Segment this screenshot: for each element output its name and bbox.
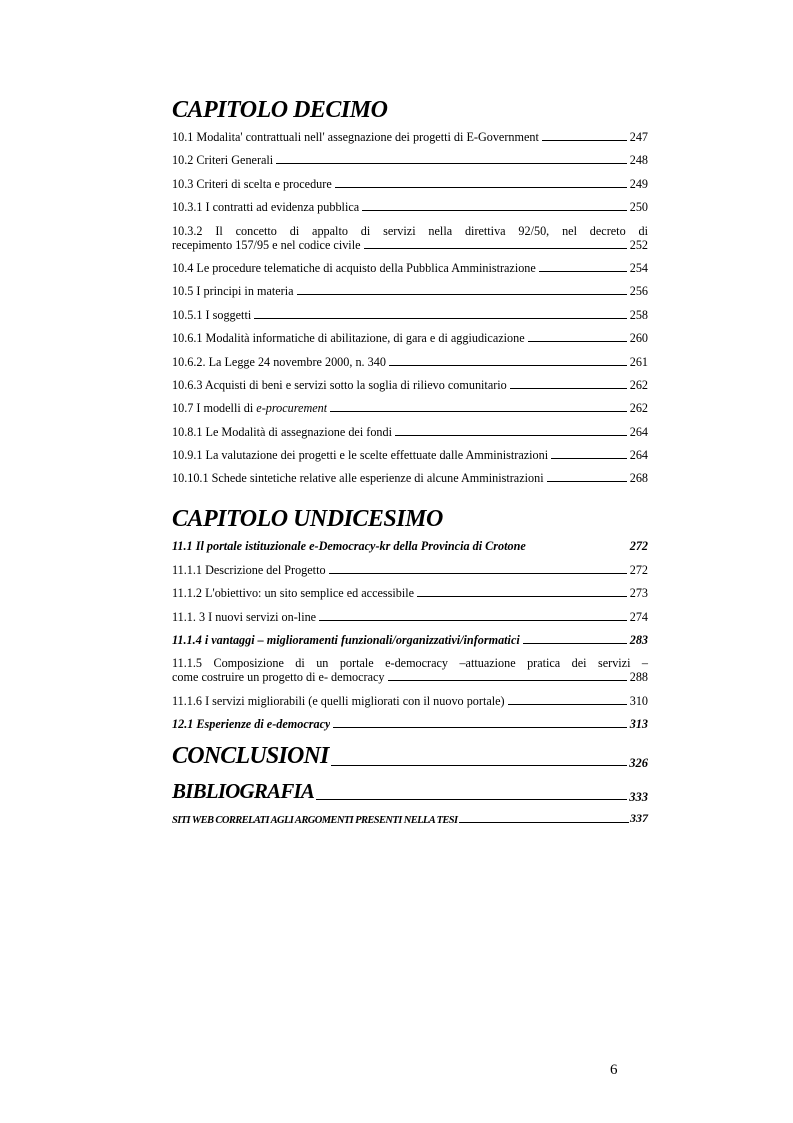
toc-entry-page: 261	[629, 354, 648, 369]
toc-entry	[172, 224, 648, 252]
toc-entry-page: 264	[629, 424, 648, 439]
toc-entry-page: 260	[629, 331, 648, 346]
toc-entry-page: 272	[629, 562, 648, 577]
toc-entry-text: 10.8.1 Le Modalità di assegnazione dei fondi	[172, 424, 392, 439]
toc-entry-page: 333	[629, 789, 648, 804]
dot-leader	[333, 727, 626, 728]
dot-leader	[335, 187, 627, 188]
toc-entry	[172, 717, 648, 731]
dot-leader	[330, 411, 627, 412]
dot-leader	[523, 643, 627, 644]
page-number: 6	[610, 1062, 618, 1078]
toc-entry-text: 10.9.1 La valutazione dei progetti e le scelte effettuate dalle Amministrazioni	[172, 448, 549, 463]
toc-entry-line2	[172, 670, 648, 684]
toc-entry-page: 310	[629, 693, 648, 708]
siti-title: SITI WEB CORRELATI AGLI ARGOMENTI PRESENTI NELLA TESI	[172, 814, 458, 826]
toc-entry-text	[172, 401, 327, 415]
dot-leader	[508, 704, 627, 705]
chapter-title-undicesimo: CAPITOLO UNDICESIMO	[172, 506, 443, 533]
toc-entry-text: 10.5.1 I soggetti	[172, 307, 252, 322]
toc-entry	[172, 200, 648, 214]
toc-entry-text: 11.1. 3 I nuovi servizi on-line	[172, 609, 317, 624]
toc-entry	[172, 656, 648, 684]
toc-entry-text: 10.4 Le procedure telematiche di acquisto della Pubblica Amministrazione	[172, 260, 536, 275]
dot-leader	[254, 318, 627, 319]
dot-leader	[547, 481, 627, 482]
dot-leader	[389, 365, 627, 366]
toc-entry-bibliografia	[172, 777, 648, 805]
toc-entry-page: 250	[629, 200, 648, 215]
toc-entry	[172, 425, 648, 439]
dot-leader	[276, 163, 627, 164]
toc-entry-page: 258	[629, 307, 648, 322]
dot-leader	[364, 248, 627, 249]
toc-entry-page: 248	[629, 153, 648, 168]
dot-leader	[417, 596, 627, 597]
toc-entry-text: 10.2 Criteri Generali	[172, 153, 274, 168]
toc-entry	[172, 331, 648, 345]
toc-entry-text-line2: come costruire un progetto di e- democracy	[172, 670, 385, 685]
toc-entry-text: 11.1.1 Descrizione del Progetto	[172, 562, 326, 577]
toc-entry	[172, 378, 648, 392]
toc-entry	[172, 130, 648, 144]
toc-entry-text: 11.1.6 I servizi migliorabili (e quelli migliorati con il nuovo portale)	[172, 693, 505, 708]
toc-entry-text: 10.6.1 Modalità informatiche di abilitazione, di gara e di aggiudicazione	[172, 331, 525, 346]
dot-leader	[459, 822, 629, 823]
toc-entry	[172, 586, 648, 600]
toc-entry-conclusioni	[172, 741, 648, 771]
dot-leader	[395, 435, 627, 436]
toc-entry-page: 264	[629, 448, 648, 463]
toc-entry	[172, 355, 648, 369]
dot-leader	[542, 140, 627, 141]
toc-entry-text: 10.6.2. La Legge 24 novembre 2000, n. 340	[172, 354, 386, 369]
toc-entry-line2	[172, 238, 648, 252]
toc-entry-siti	[172, 811, 648, 826]
chapter-title-decimo: CAPITOLO DECIMO	[172, 97, 388, 123]
dot-leader	[329, 573, 627, 574]
toc-entry-page: 274	[629, 609, 648, 624]
toc-entry	[172, 539, 648, 553]
conclusioni-title: CONCLUSIONI	[172, 742, 329, 769]
toc-entry-page: 254	[629, 260, 648, 275]
toc-entry-page: 337	[630, 810, 648, 825]
toc-entry	[172, 610, 648, 624]
toc-entry	[172, 401, 648, 415]
toc-entry-page: 313	[629, 717, 648, 732]
toc-entry	[172, 471, 648, 485]
toc-entry-page: 272	[629, 539, 648, 554]
toc-entry-text-italic: e-procurement	[256, 401, 328, 416]
toc-entry-page: 273	[629, 586, 648, 601]
dot-leader	[388, 680, 627, 681]
toc-entry-page: 283	[629, 633, 648, 648]
toc-entry-page: 262	[629, 401, 648, 416]
toc-entry-page: 262	[629, 377, 648, 392]
toc-entry-text: 10.5 I principi in materia	[172, 284, 294, 299]
bibliografia-title: BIBLIOGRAFIA	[172, 778, 315, 803]
toc-entry	[172, 308, 648, 322]
toc-entry-text-line1: 11.1.5 Composizione di un portale e-democracy –attuazione pratica dei servizi –	[172, 656, 648, 671]
dot-leader	[551, 458, 627, 459]
toc-entry	[172, 448, 648, 462]
dot-leader	[528, 341, 627, 342]
dot-leader	[297, 294, 627, 295]
toc-entry-text: 11.1.4 i vantaggi – miglioramenti funzionali/organizzativi/informatici	[172, 633, 520, 648]
toc-entry-text: 10.1 Modalita' contrattuali nell' assegnazione dei progetti di E-Government	[172, 130, 539, 144]
toc-entry-text: 11.1.2 L'obiettivo: un sito semplice ed accessibile	[172, 586, 415, 601]
toc-entry-page: 268	[629, 471, 648, 486]
toc-entry-text: 10.10.1 Schede sintetiche relative alle esperienze di alcune Amministrazioni	[172, 471, 544, 486]
dot-leader	[539, 271, 627, 272]
toc-entry	[172, 284, 648, 298]
toc-entry	[172, 177, 648, 191]
toc-entry-page: 247	[629, 130, 648, 144]
table-of-contents	[172, 96, 648, 826]
toc-entry-text-line2: recepimento 157/95 e nel codice civile	[172, 237, 361, 252]
toc-entry-text: 10.6.3 Acquisti di beni e servizi sotto la soglia di rilievo comunitario	[172, 377, 507, 392]
toc-entry-page: 288	[629, 670, 648, 685]
toc-entry-text: 12.1 Esperienze di e-democracy	[172, 717, 331, 732]
toc-entry	[172, 153, 648, 167]
toc-entry-page: 252	[629, 237, 648, 252]
toc-entry-page: 326	[629, 755, 648, 770]
toc-entry-text-prefix: 10.7 I modelli di	[172, 401, 257, 416]
toc-entry-text: 10.3 Criteri di scelta e procedure	[172, 176, 332, 191]
dot-leader	[316, 799, 627, 800]
dot-leader	[362, 210, 627, 211]
dot-leader	[331, 765, 628, 766]
dot-leader	[319, 620, 627, 621]
toc-entry-text: 11.1 Il portale istituzionale e-Democracy-kr della Provincia di Crotone	[172, 539, 526, 554]
toc-entry-text-line1: 10.3.2 Il concetto di appalto di servizi nella direttiva 92/50, nel decreto di	[172, 223, 648, 238]
toc-entry-text: 10.3.1 I contratti ad evidenza pubblica	[172, 200, 360, 215]
dot-leader	[510, 388, 627, 389]
toc-entry-page: 256	[629, 284, 648, 299]
toc-entry	[172, 563, 648, 577]
toc-entry-page: 249	[629, 176, 648, 191]
toc-entry	[172, 261, 648, 275]
toc-entry	[172, 633, 648, 647]
toc-entry	[172, 694, 648, 708]
